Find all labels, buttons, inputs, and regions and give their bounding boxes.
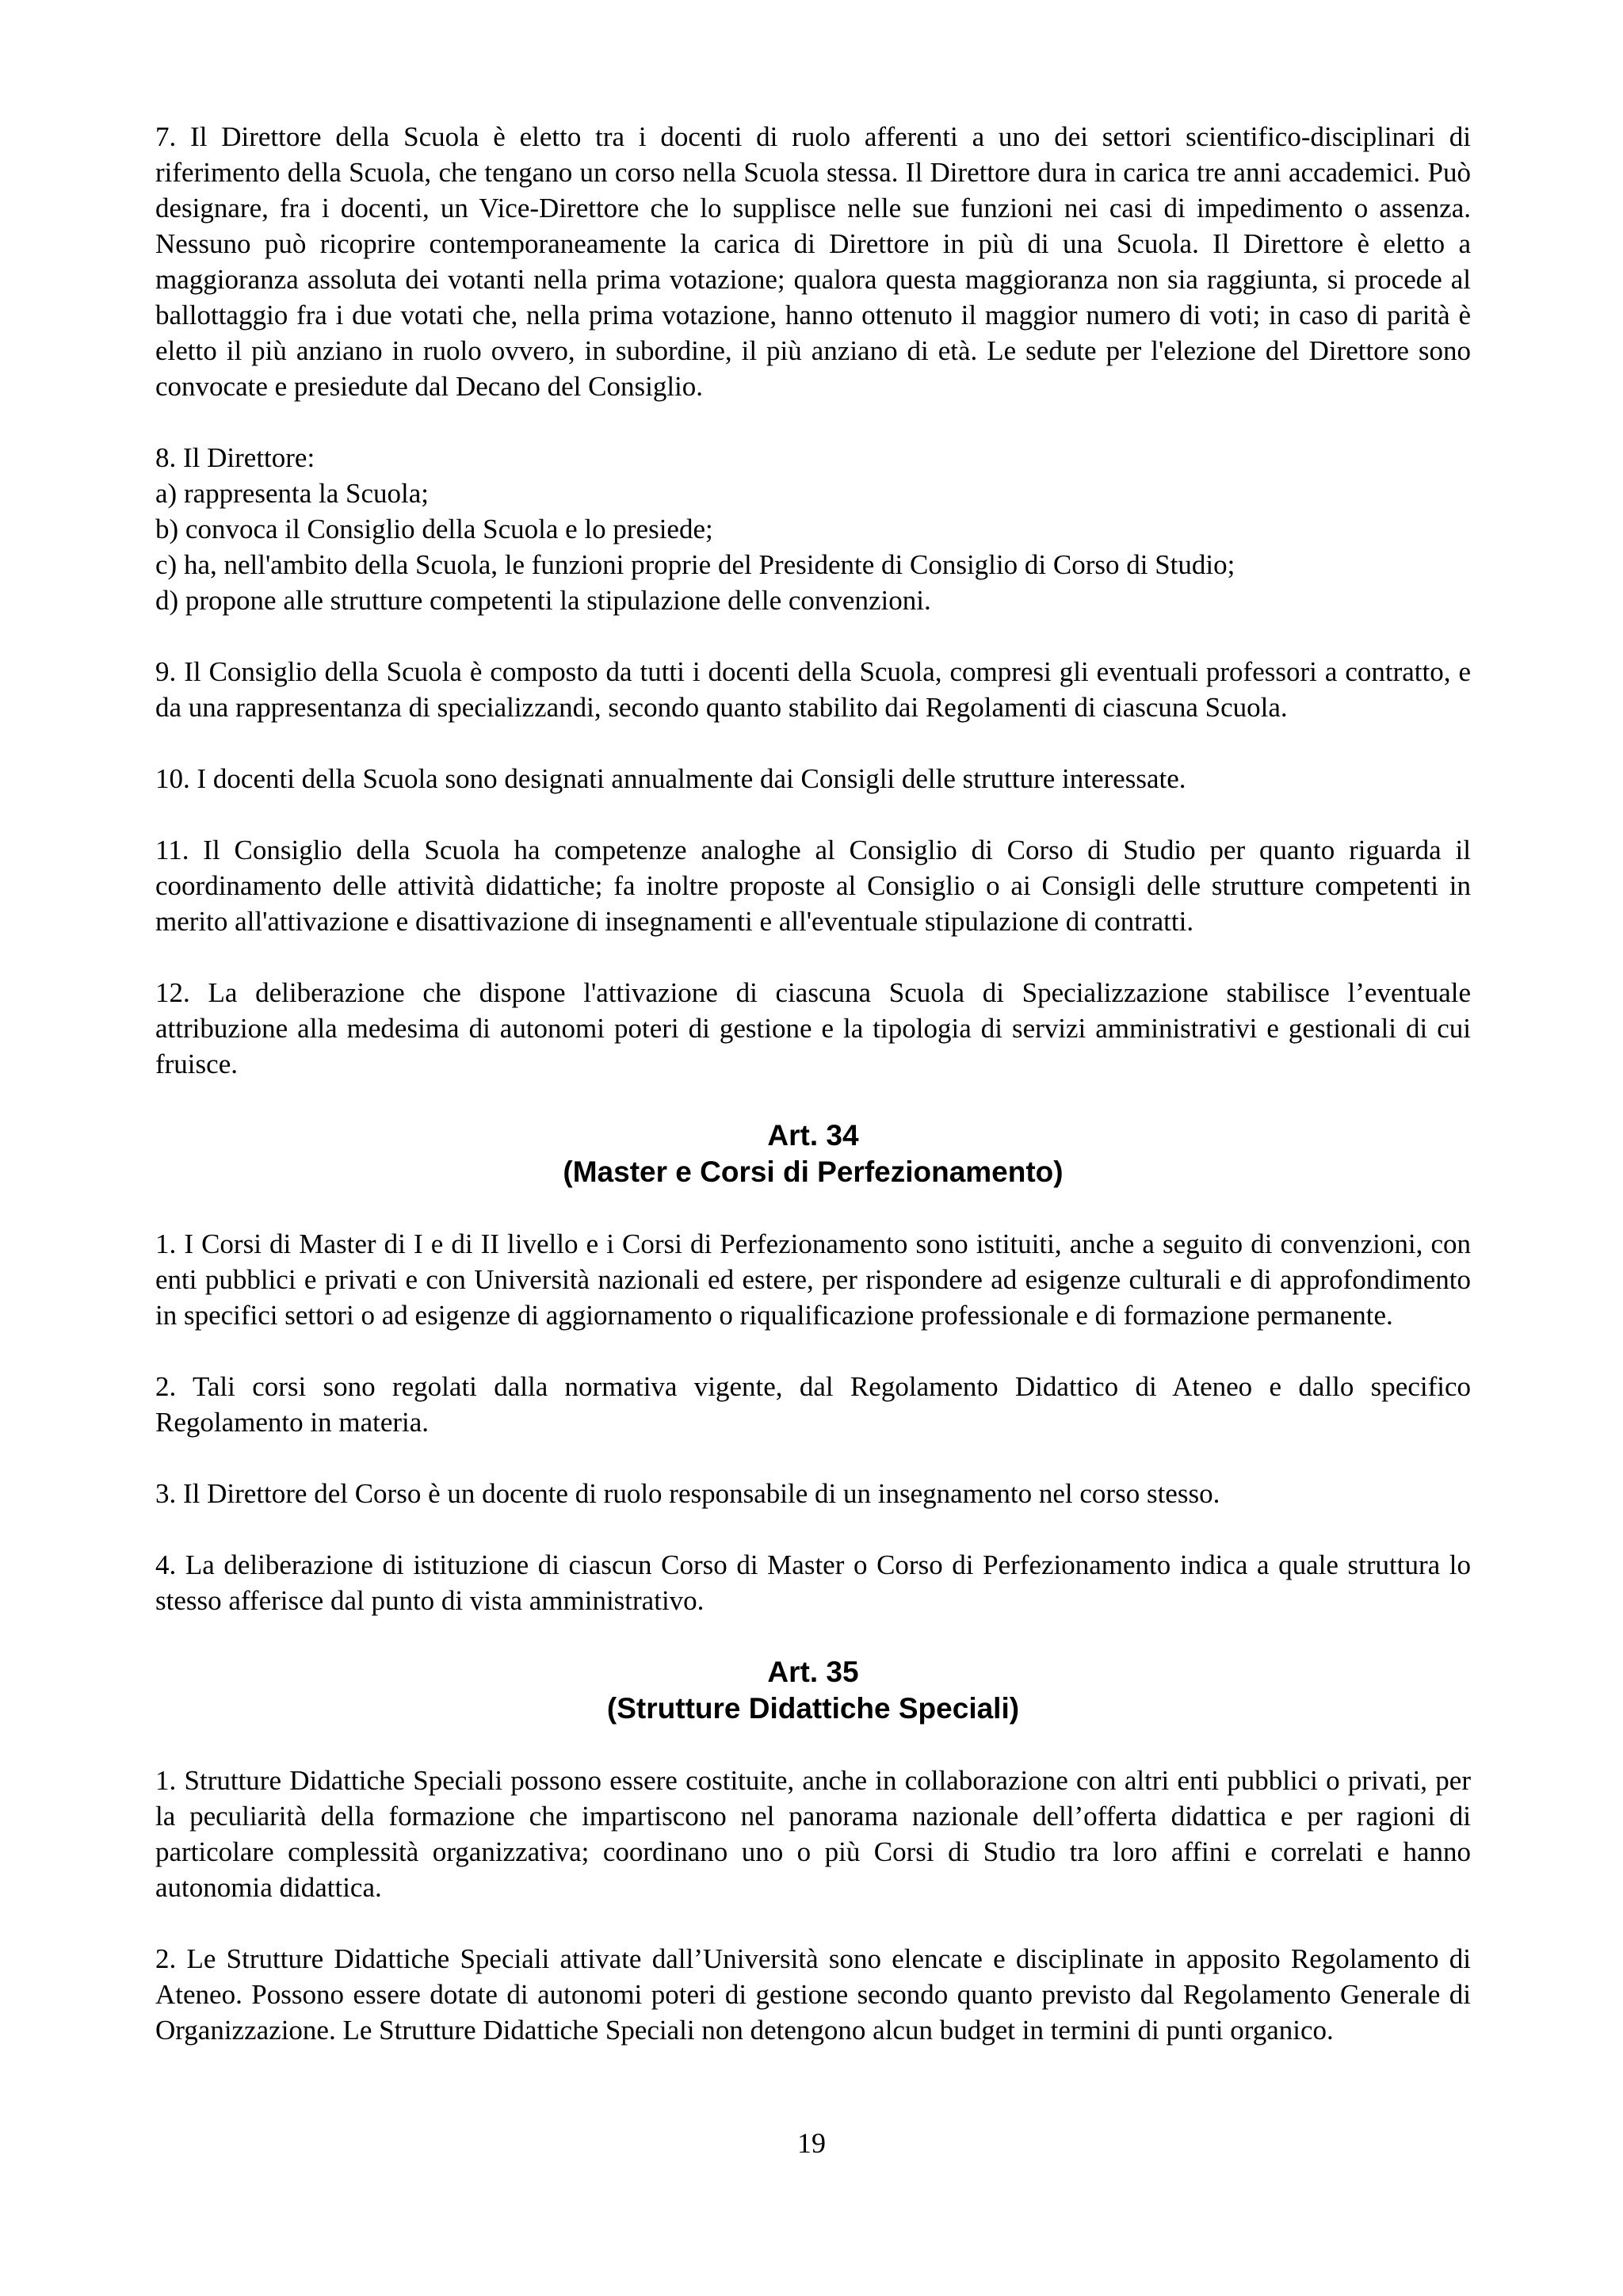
- list-item: a) rappresenta la Scuola;: [155, 478, 429, 509]
- article-35-paragraph-2: 2. Le Strutture Didattiche Speciali attivate dall’Università sono elencate e disciplinate in apposito Regolamento di Ateneo. Possono essere dotate di autonomi poteri di gestione secondo quanto previsto dal Regolamento Generale di Organizzazione. Le Strutture Didattiche Speciali non detengono alcun budget in termini di punti organico.: [155, 1943, 1471, 2046]
- document-page: [155, 119, 1471, 2048]
- paragraph-8-intro: 8. Il Direttore:: [155, 442, 315, 473]
- article-35-title: (Strutture Didattiche Speciali): [606, 1692, 1020, 1725]
- article-35-paragraph-1: 1. Strutture Didattiche Speciali possono essere costituite, anche in collaborazione con altri enti pubblici o privati, per la peculiarità della formazione che impartiscono nel panorama nazionale dell’offerta didattica e per ragioni di particolare complessità organizzativa; coordinano uno o più Corsi di Studio tra loro affini e correlati e hanno autonomia didattica.: [155, 1765, 1471, 1903]
- paragraph-9: 9. Il Consiglio della Scuola è composto da tutti i docenti della Scuola, compresi gli eventuali professori a contratto, e da una rappresentanza di specializzandi, secondo quanto stabilito dai Regolamenti di ciascuna Scuola.: [155, 656, 1471, 723]
- list-item: b) convoca il Consiglio della Scuola e lo presiede;: [155, 514, 713, 544]
- list-item: d) propone alle strutture competenti la stipulazione delle convenzioni.: [155, 585, 931, 616]
- article-34-paragraph-2: 2. Tali corsi sono regolati dalla normativa vigente, dal Regolamento Didattico di Ateneo e dallo specifico Regolamento in materia.: [155, 1371, 1471, 1438]
- article-34-heading: [155, 1117, 1471, 1190]
- list-item: c) ha, nell'ambito della Scuola, le funzioni proprie del Presidente di Consiglio di Corso di Studio;: [155, 549, 1235, 580]
- article-34-paragraph-1: 1. I Corsi di Master di I e di II livello e i Corsi di Perfezionamento sono istituiti, anche a seguito di convenzioni, con enti pubblici e privati e con Università nazionali ed estere, per rispondere ad esigenze culturali e di approfondimento in specifici settori o ad esigenze di aggiornamento o riqualificazione professionale e di formazione permanente.: [155, 1228, 1471, 1331]
- article-34-title: (Master e Corsi di Perfezionamento): [563, 1156, 1064, 1188]
- paragraph-12: 12. La deliberazione che dispone l'attivazione di ciascuna Scuola di Specializzazione stabilisce l’eventuale attribuzione alla medesima di autonomi poteri di gestione e la tipologia di servizi amministrativi e gestionali di cui fruisce.: [155, 977, 1471, 1079]
- article-35-heading: [155, 1654, 1471, 1727]
- director-duties-list: [155, 440, 1471, 618]
- paragraph-10: 10. I docenti della Scuola sono designati annualmente dai Consigli delle strutture interessate.: [155, 763, 1186, 794]
- page-number: 19: [797, 2127, 826, 2159]
- article-34-paragraph-4: 4. La deliberazione di istituzione di ciascun Corso di Master o Corso di Perfezionamento indica a quale struttura lo stesso afferisce dal punto di vista amministrativo.: [155, 1549, 1471, 1616]
- paragraph-7: 7. Il Direttore della Scuola è eletto tra i docenti di ruolo afferenti a uno dei settori scientifico-disciplinari di riferimento della Scuola, che tengano un corso nella Scuola stessa. Il Direttore dura in carica tre anni accademici. Può designare, fra i docenti, un Vice-Direttore che lo supplisce nelle sue funzioni nei casi di impedimento o assenza. Nessuno può ricoprire contemporaneamente la carica di Direttore in più di una Scuola. Il Direttore è eletto a maggioranza assoluta dei votanti nella prima votazione; qualora questa maggioranza non sia raggiunta, si procede al ballottaggio fra i due votati che, nella prima votazione, hanno ottenuto il maggior numero di voti; in caso di parità è eletto il più anziano in ruolo ovvero, in subordine, il più anziano di età. Le sedute per l'elezione del Direttore sono convocate e presiedute dal Decano del Consiglio.: [155, 121, 1471, 402]
- article-34-paragraph-3: 3. Il Direttore del Corso è un docente di ruolo responsabile di un insegnamento nel corso stesso.: [155, 1478, 1220, 1509]
- article-35-number: Art. 35: [767, 1656, 859, 1688]
- article-34-number: Art. 34: [767, 1119, 859, 1152]
- paragraph-11: 11. Il Consiglio della Scuola ha competenze analoghe al Consiglio di Corso di Studio per quanto riguarda il coordinamento delle attività didattiche; fa inoltre proposte al Consiglio o ai Consigli delle strutture competenti in merito all'attivazione e disattivazione di insegnamenti e all'eventuale stipulazione di contratti.: [155, 835, 1471, 937]
